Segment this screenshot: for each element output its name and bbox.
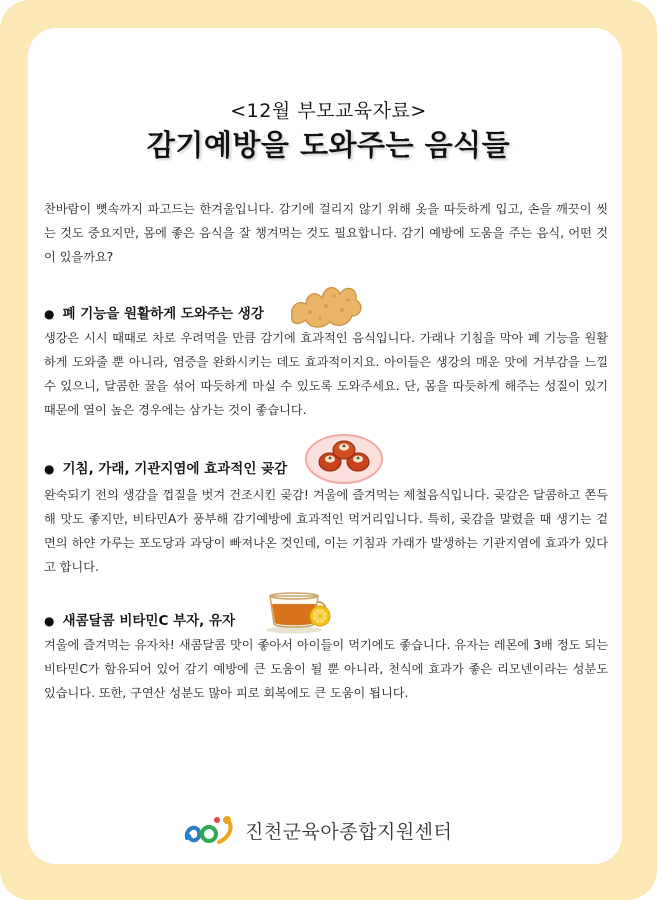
section-heading-ginger [44, 302, 264, 322]
heading-text: 새콤달콤 비타민C 부자, 유자 [62, 613, 236, 629]
heading-text: 폐 기능을 원활하게 도와주는 생강 [62, 306, 264, 322]
bullet-icon: ● [44, 614, 55, 628]
dried-persimmon-icon [304, 432, 384, 484]
org-name: 진천군육아종합지원센터 [245, 820, 453, 843]
section-body-persimmon: 완숙되기 전의 생감을 껍질을 벗겨 건조시킨 곶감! 겨울에 즐겨먹는 제철음식입니다. 곶감은 달콤하고 쫀득해 맛도 좋지만, 비타민A가 풍부해 감기예방에 효과적인 먹거리입니다. 특히, 곶감을 말렸을 때 생기는 겉면의 하얀 가루는 포도당과 과당이 빠져나온 것인데, 이는 기침과 가래가 발생하는 기관지염에 효과가 있다고 합니다. [44, 488, 608, 574]
footer [183, 812, 452, 848]
citron-tea-icon [262, 586, 334, 634]
section-body-citron: 겨울에 즐겨먹는 유자차! 새콤달콤 맛이 좋아서 아이들이 먹기에도 좋습니다. 유자는 레몬에 3배 정도 되는 비타민C가 함유되어 있어 감기 예방에 큰 도움이 될 뿐 아니라, 천식에 효과가 좋은 리모넨이라는 성분도 있습니다. 또한, 구연산 성분도 많아 피로 회복에도 큰 도움이 됩니다. [44, 638, 608, 700]
bullet-icon: ● [44, 307, 55, 321]
section-body-ginger: 생강은 시시 때때로 차로 우려먹을 만큼 감기에 효과적인 음식입니다. 가래나 기침을 막아 폐 기능을 원활하게 도와줄 뿐 아니라, 염증을 완화시키는 데도 효과적이지요. 아이들은 생강의 매운 맛에 거부감을 느낄 수 있으니, 달콤한 꿀을 섞어 따듯하게 마실 수 있도록 도와주세요. 단, 몸을 따듯하게 해주는 성질이 있기 때문에 열이 높은 경우에는 삼가는 것이 좋습니다. [44, 331, 608, 417]
page-subtitle: <12월 부모교육자료> [230, 100, 427, 122]
section-heading-citron [44, 609, 235, 629]
bullet-icon: ● [44, 462, 55, 476]
intro-paragraph: 찬바람이 뼛속까지 파고드는 한겨울입니다. 감기에 걸리지 않기 위해 옷을 따듯하게 입고, 손을 깨끗이 씻는 것도 중요지만, 몸에 좋은 음식을 잘 챙겨먹는 것도 필요합니다. 감기 예방에 도움을 주는 음식, 어떤 것이 있을까요? [44, 202, 608, 264]
heading-text: 기침, 가래, 기관지염에 효과적인 곶감 [62, 461, 288, 477]
center-logo-icon [183, 812, 239, 848]
section-heading-persimmon [44, 457, 287, 477]
ginger-icon [286, 276, 366, 330]
page-title: 감기예방을 도와주는 음식들 [146, 128, 511, 162]
